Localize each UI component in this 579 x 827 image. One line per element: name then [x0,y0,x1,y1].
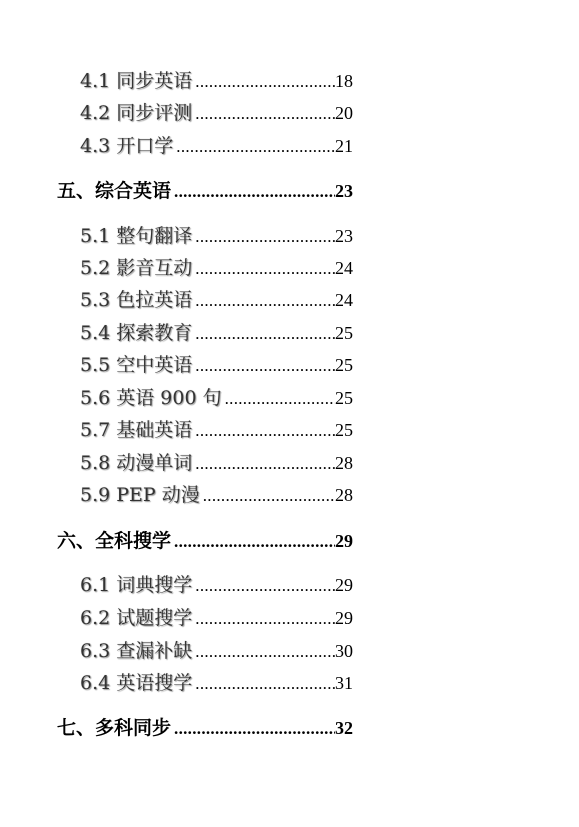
toc-entry-label: 4.1 同步英语 [80,70,193,92]
toc-page-number: 31 [335,673,353,693]
toc-entry-label: 6.2 试题搜学 [80,607,193,629]
toc-entry-5-5[interactable] [80,351,353,379]
toc-entry-label: 5.2 影音互动 [80,257,193,279]
toc-entry-label: 6.1 词典搜学 [80,574,193,596]
toc-entry-4-1[interactable] [80,67,353,95]
toc-entry-5-7[interactable] [80,416,353,444]
dot-leader [195,572,335,600]
toc-page-number: 24 [335,290,353,310]
toc-page-number: 20 [335,103,353,123]
toc-page-number: 25 [335,355,353,375]
toc-page-number: 24 [335,258,353,278]
toc-entry-label: 5.7 基础英语 [80,419,193,441]
dot-leader [174,528,335,556]
toc-entry-label: 5.8 动漫单词 [80,452,193,474]
dot-leader [195,255,335,283]
toc-entry-4-3[interactable] [80,132,353,160]
toc-entry-5-9[interactable] [80,481,353,509]
dot-leader [195,320,335,348]
toc-entry-label: 5.4 探索教育 [80,322,193,344]
toc-section-6[interactable] [57,527,353,555]
toc-page-number: 28 [335,485,353,505]
dot-leader [174,178,335,206]
toc-page-number: 29 [335,608,353,628]
dot-leader [195,100,335,128]
dot-leader [195,287,335,315]
toc-page-number: 25 [335,323,353,343]
toc-entry-label: 5.9 PEP 动漫 [80,484,200,506]
toc-entry-6-3[interactable] [80,637,353,665]
toc-page-number: 25 [335,388,353,408]
dot-leader [195,450,335,478]
toc-page-number: 28 [335,453,353,473]
dot-leader [195,352,335,380]
dot-leader [176,133,335,161]
toc-page-number: 23 [335,181,353,201]
toc-entry-label: 6.4 英语搜学 [80,672,193,694]
dot-leader [195,670,335,698]
toc-entry-label: 5.6 英语 900 句 [80,387,222,409]
toc-page-number: 25 [335,420,353,440]
toc-entry-label: 4.3 开口学 [80,135,174,157]
dot-leader [174,715,335,743]
toc-section-7[interactable] [57,714,353,742]
toc-page-number: 30 [335,641,353,661]
dot-leader [195,605,335,633]
toc-entry-5-3[interactable] [80,286,353,314]
toc-entry-6-1[interactable] [80,571,353,599]
toc-entry-label: 4.2 同步评测 [80,102,193,124]
toc-entry-4-2[interactable] [80,99,353,127]
toc-entry-5-4[interactable] [80,319,353,347]
dot-leader [195,223,335,251]
toc-page-number: 21 [335,136,353,156]
toc-entry-label: 5.1 整句翻译 [80,225,193,247]
toc-entry-label: 5.3 色拉英语 [80,289,193,311]
toc-entry-label: 5.5 空中英语 [80,354,193,376]
dot-leader [203,482,335,510]
toc-section-label: 五、综合英语 [57,180,172,202]
toc-section-label: 七、多科同步 [57,717,172,739]
toc-page-number: 29 [335,575,353,595]
toc-section-label: 六、全科搜学 [57,530,172,552]
toc-page-number: 29 [335,531,353,551]
toc-entry-6-4[interactable] [80,669,353,697]
toc-entry-5-8[interactable] [80,449,353,477]
dot-leader [195,68,335,96]
dot-leader [195,417,335,445]
toc-entry-6-2[interactable] [80,604,353,632]
dot-leader [195,638,335,666]
toc-entry-5-6[interactable] [80,384,353,412]
toc-section-5[interactable] [57,177,353,205]
toc-entry-5-1[interactable] [80,222,353,250]
dot-leader [225,385,335,413]
toc-page-number: 23 [335,226,353,246]
toc-page-number: 18 [335,71,353,91]
toc-page-number: 32 [335,718,353,738]
toc-entry-label: 6.3 查漏补缺 [80,640,193,662]
toc-entry-5-2[interactable] [80,254,353,282]
